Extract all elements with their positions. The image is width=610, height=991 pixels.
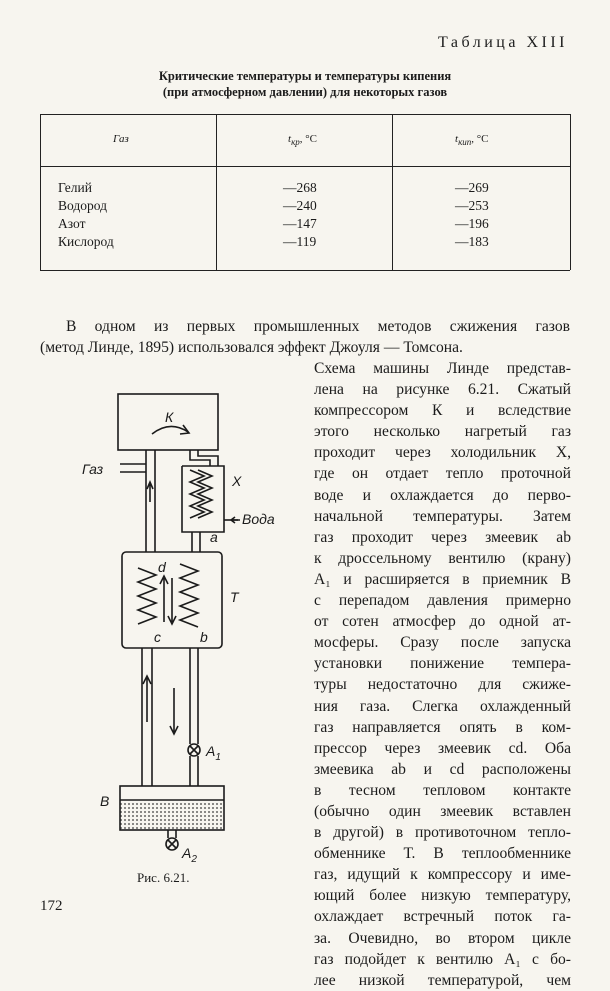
label-a: a [210,529,218,545]
valve-a2-cross [168,840,176,848]
body-line: от сотен атмосфер до одной ат- [314,613,571,631]
body-line: лена на рисунке 6.21. Сжатый [314,381,571,399]
body-line: в другой) в противоточном тепло- [314,824,571,842]
water-arrow [231,517,240,523]
table-row-tcr: —147 [283,216,317,231]
body-line: установки понижение темпера- [314,655,571,673]
table-caption-line1: Критические температуры и температуры кипения [158,69,452,83]
table-divider-1 [216,114,217,270]
label-t: Т [230,589,239,605]
table-bottom-rule [40,270,570,271]
table-row-gas: Азот [58,216,86,231]
label-a2: $A_2$ [182,845,197,862]
body-line: с перепадом давления примерно [314,592,571,610]
body-line: Схема машины Линде представ- [314,360,571,377]
body-line: за. Очевидно, во втором цикле [314,929,571,947]
table-row-tcr: —119 [283,234,317,249]
body-line: компрессором К и вследствие [314,402,571,420]
pipe-to-cooler-1 [190,450,210,466]
table-row-gas: Кислород [58,234,114,249]
gas-inlet-pipe [120,464,146,472]
table-top-rule [40,114,570,115]
body-line: в тесном тепловом контакте [314,781,571,799]
body-line: газ проходит через змеевик ab [314,528,571,546]
table-header-rule [40,166,570,167]
body-line: проходит через холодильник Х, [314,444,571,462]
flow-arrow-down-1 [168,578,176,624]
pipe-below-a1 [190,756,198,786]
flow-arrow-down-2 [170,688,178,734]
body-line: прессор через змеевик cd. Оба [314,739,571,757]
body-line: мосферы. Сразу после запуска [314,634,571,652]
label-b: b [200,629,208,645]
intro-line-2: (метод Линде, 1895) использовался эффект Джоуля — Томсона. [40,339,463,356]
body-line: газ подойдет к вентилю A₁ с бо- [314,950,571,968]
flow-arrow-up-2 [160,576,168,622]
label-k: К [165,409,174,425]
flow-arrow-up-3 [143,676,151,722]
body-line: обменнике Т. В теплообменнике [314,845,571,863]
label-gas: Газ [82,461,104,477]
label-d: d [158,559,166,575]
table-border-left [40,114,41,270]
body-line: A₁ и расширяется в приемник В [314,570,571,588]
body-line: ющий более низкую температуру, [314,887,571,905]
intro-line-1: В одном из первых промышленных методов сжижения газов [66,318,570,335]
table-border-right [570,114,571,270]
table-divider-2 [392,114,393,270]
table-row-tboil: —196 [455,216,489,231]
column-header-tboil: $t_{кип}$, °С [455,133,489,148]
table-row-tboil: —183 [455,234,489,249]
page-number: 172 [40,898,63,914]
body-line: газ направляется опять в ком- [314,718,571,736]
label-c: c [154,629,161,645]
valve-a1-cross [190,746,198,754]
coil-ab [180,564,198,627]
body-line: начальной температуры. Затем [314,507,571,525]
body-line: (обычно один змеевик вставлен [314,802,571,820]
body-line: охлаждает встречный поток га- [314,908,571,926]
table-label: Таблица XIII [438,34,568,51]
flow-arrow-up-1 [147,482,153,502]
body-line: туры недостаточно для сжиже- [314,676,571,694]
column-header-tcr: $t_{кр}$, °С [288,133,318,148]
pipe-to-a2 [168,830,176,838]
body-column [314,358,571,991]
table-row-gas: Гелий [58,180,92,195]
compressor-arrow [152,426,188,434]
body-line: змеевика ab и cd расположены [314,760,571,778]
table-row-tcr: —240 [283,198,317,213]
body-line: этого несколько нагретый газ [314,423,571,441]
figure-caption: Рис. 6.21. [137,870,190,885]
liquid-hatch [120,804,224,828]
body-line: к дроссельному вентилю (крану) [314,549,571,567]
table-row-tboil: —269 [455,180,489,195]
body-line: где он отдает тепло проточной [314,465,571,483]
label-water: Вода [242,511,275,527]
table-row-gas: Водород [58,198,107,213]
coil-cd [138,568,156,624]
body-line: газ, идущий к компрессору и име- [314,866,571,884]
label-b-receiver: В [100,793,110,809]
linde-machine-diagram [60,352,310,862]
label-x: Х [232,473,242,489]
table-caption-line2: (при атмосферном давлении) для некоторых газов [162,85,448,99]
body-line: лее низкой температурой, чем [314,971,571,989]
pipe-to-cooler-2 [198,450,218,466]
label-a1: $A_1$ [206,743,221,763]
body-line: воде и охлаждается до перво- [314,486,571,504]
body-line: ния газа. Слегка охлажденный [314,697,571,715]
column-header-gas: Газ [113,133,129,145]
table-row-tcr: —268 [283,180,317,195]
table-row-tboil: —253 [455,198,489,213]
